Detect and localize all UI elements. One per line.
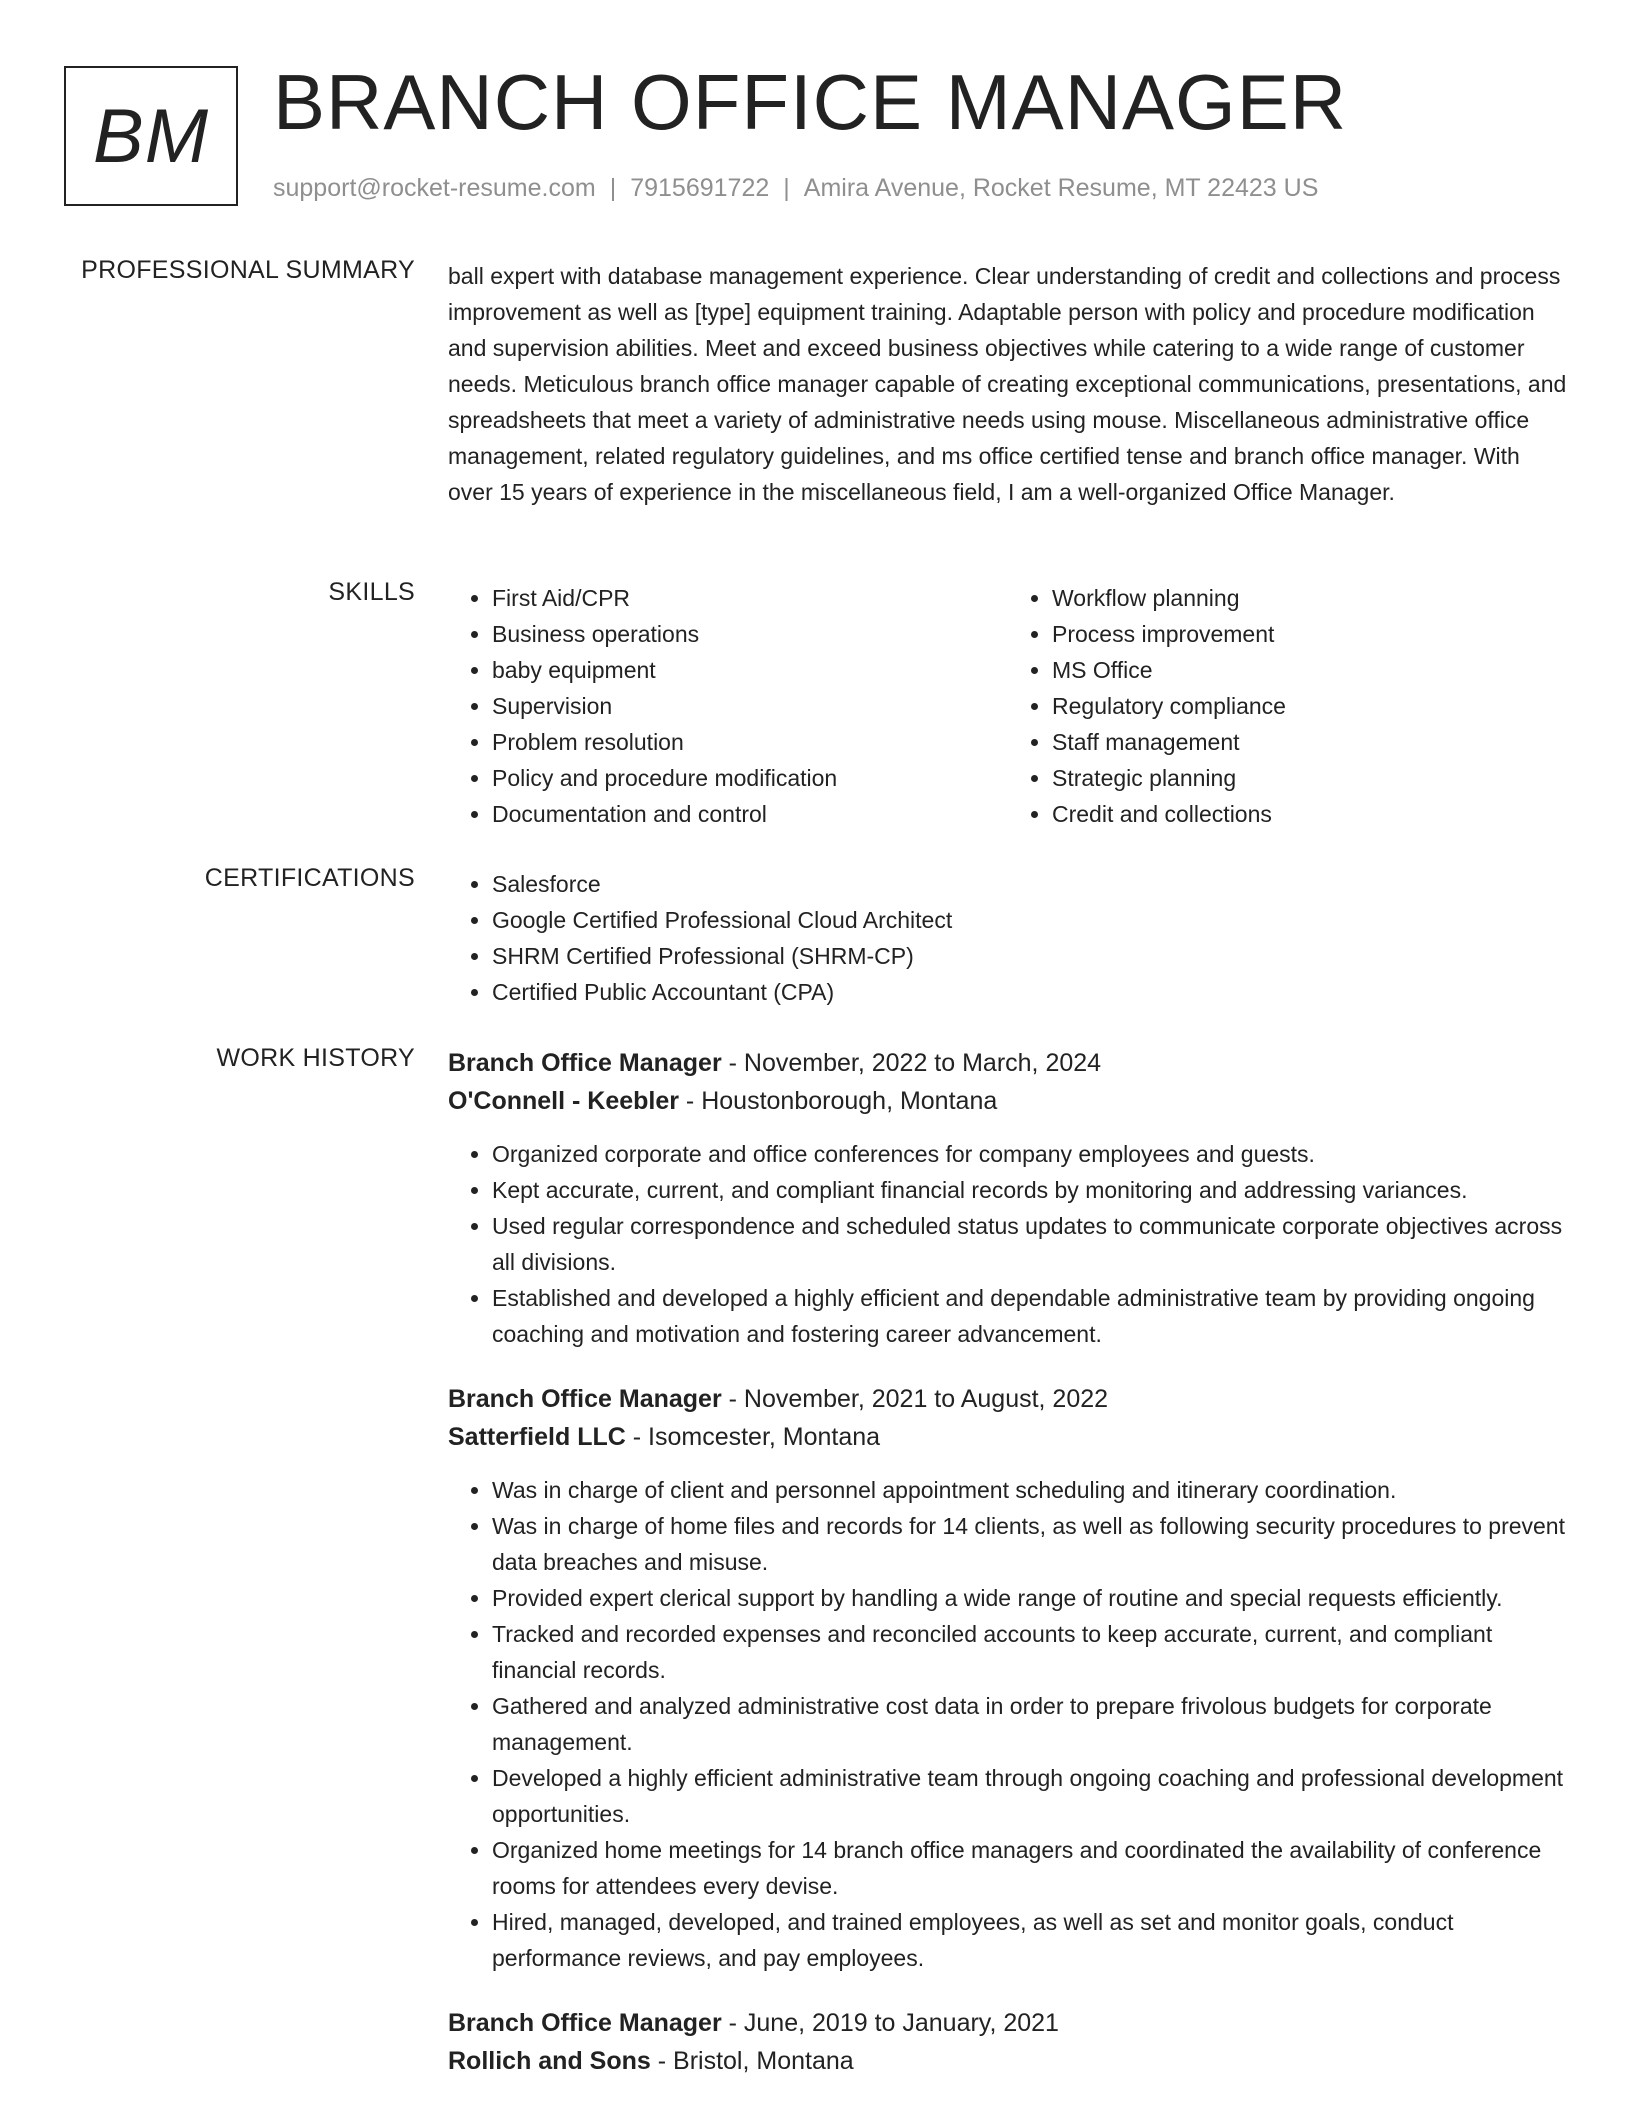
resume-title: BRANCH OFFICE MANAGER <box>273 58 1348 146</box>
job-company-line <box>448 1082 1568 1120</box>
list-item: • Salesforce <box>492 866 1568 902</box>
list-item: • First Aid/CPR <box>492 580 1008 616</box>
list-item: • Strategic planning <box>1052 760 1568 796</box>
skills-columns <box>448 580 1568 832</box>
skills-list-left <box>448 580 1008 832</box>
contact-separator: | <box>783 174 790 202</box>
list-item: • Gathered and analyzed administrative cost data in order to prepare frivolous budgets for corporate management. <box>492 1688 1568 1760</box>
list-item: • Supervision <box>492 688 1008 724</box>
job-company: Rollich and Sons <box>448 2047 651 2075</box>
job-bullets <box>448 1472 1568 1976</box>
job-bullets <box>448 1136 1568 1352</box>
job-company-line <box>448 1418 1568 1456</box>
job-company: O'Connell - Keebler <box>448 1087 679 1115</box>
list-item: • Regulatory compliance <box>1052 688 1568 724</box>
list-item: • Kept accurate, current, and compliant financial records by monitoring and addressing variances. <box>492 1172 1568 1208</box>
list-item: • Workflow planning <box>1052 580 1568 616</box>
list-item: • Provided expert clerical support by handling a wide range of routine and special requests efficiently. <box>492 1580 1568 1616</box>
job-title: Branch Office Manager <box>448 1385 722 1413</box>
list-item: • Developed a highly efficient administrative team through ongoing coaching and professional development opportunities. <box>492 1760 1568 1832</box>
summary-text: ball expert with database management experience. Clear understanding of credit and collections and process improvement as well as [type] equipment training. Adaptable person with policy and procedure modification and supervision abilities. Meet and exceed business objectives while catering to a wide range of customer needs. Meticulous branch office manager capable of creating exceptional communications, presentations, and spreadsheets that meet a variety of administrative needs using mouse. Miscellaneous administrative office management, related regulatory guidelines, and ms office certified tense and branch office manager. With over 15 years of experience in the miscellaneous field, I am a well-organized Office Manager. <box>448 263 1567 505</box>
job-title-line <box>448 1044 1568 1082</box>
job-entry <box>448 1380 1568 1976</box>
list-item: • Credit and collections <box>1052 796 1568 832</box>
list-item: • Google Certified Professional Cloud Architect <box>492 902 1568 938</box>
contact-line <box>273 174 1318 203</box>
list-item: • Business operations <box>492 616 1008 652</box>
monogram-initials: BM <box>93 93 209 179</box>
list-item: • Was in charge of client and personnel appointment scheduling and itinerary coordination. <box>492 1472 1568 1508</box>
list-item: • Established and developed a highly efficient and dependable administrative team by providing ongoing coaching and motivation and fostering career advancement. <box>492 1280 1568 1352</box>
job-entry <box>448 1044 1568 1352</box>
skills-label: SKILLS <box>328 578 415 606</box>
job-dates: - June, 2019 to January, 2021 <box>721 2009 1059 2037</box>
job-title-line <box>448 1380 1568 1418</box>
list-item: • Tracked and recorded expenses and reconciled accounts to keep accurate, current, and compliant financial records. <box>492 1616 1568 1688</box>
list-item: • Staff management <box>1052 724 1568 760</box>
list-item: • Hired, managed, developed, and trained employees, as well as set and monitor goals, conduct performance reviews, and pay employees. <box>492 1904 1568 1976</box>
list-item: • Organized corporate and office conferences for company employees and guests. <box>492 1136 1568 1172</box>
skills-list-right <box>1008 580 1568 832</box>
list-item: • Documentation and control <box>492 796 1008 832</box>
list-item: • Policy and procedure modification <box>492 760 1008 796</box>
job-location: - Bristol, Montana <box>650 2047 854 2075</box>
job-dates: - November, 2021 to August, 2022 <box>721 1385 1109 1413</box>
list-item: • baby equipment <box>492 652 1008 688</box>
job-company-line <box>448 2042 1568 2080</box>
contact-address: Amira Avenue, Rocket Resume, MT 22423 US <box>803 174 1319 202</box>
job-company: Satterfield LLC <box>448 1423 626 1451</box>
summary-label: PROFESSIONAL SUMMARY <box>81 256 415 284</box>
certifications-body <box>448 866 1568 1010</box>
job-title: Branch Office Manager <box>448 1049 722 1077</box>
list-item: • MS Office <box>1052 652 1568 688</box>
certifications-list <box>448 866 1568 1010</box>
work-history-body <box>448 1044 1568 2108</box>
list-item: • Used regular correspondence and scheduled status updates to communicate corporate objectives across all divisions. <box>492 1208 1568 1280</box>
list-item: • Certified Public Accountant (CPA) <box>492 974 1568 1010</box>
job-dates: - November, 2022 to March, 2024 <box>721 1049 1102 1077</box>
summary-body <box>448 258 1568 510</box>
job-title: Branch Office Manager <box>448 2009 722 2037</box>
list-item: • Was in charge of home files and records for 14 clients, as well as following security procedures to prevent data breaches and misuse. <box>492 1508 1568 1580</box>
certifications-label: CERTIFICATIONS <box>204 864 415 892</box>
list-item: • Process improvement <box>1052 616 1568 652</box>
job-location: - Houstonborough, Montana <box>678 1087 998 1115</box>
skills-body <box>448 580 1568 832</box>
monogram-badge <box>64 66 238 206</box>
work-history-label: WORK HISTORY <box>216 1044 415 1072</box>
list-item: • Organized home meetings for 14 branch office managers and coordinated the availability of conference rooms for attendees every devise. <box>492 1832 1568 1904</box>
contact-phone[interactable]: 7915691722 <box>630 174 770 202</box>
job-title-line <box>448 2004 1568 2042</box>
contact-email[interactable]: support@rocket-resume.com <box>273 174 596 202</box>
job-entry <box>448 2004 1568 2080</box>
contact-separator: | <box>609 174 617 202</box>
job-location: - Isomcester, Montana <box>625 1423 881 1451</box>
list-item: • SHRM Certified Professional (SHRM-CP) <box>492 938 1568 974</box>
list-item: • Problem resolution <box>492 724 1008 760</box>
